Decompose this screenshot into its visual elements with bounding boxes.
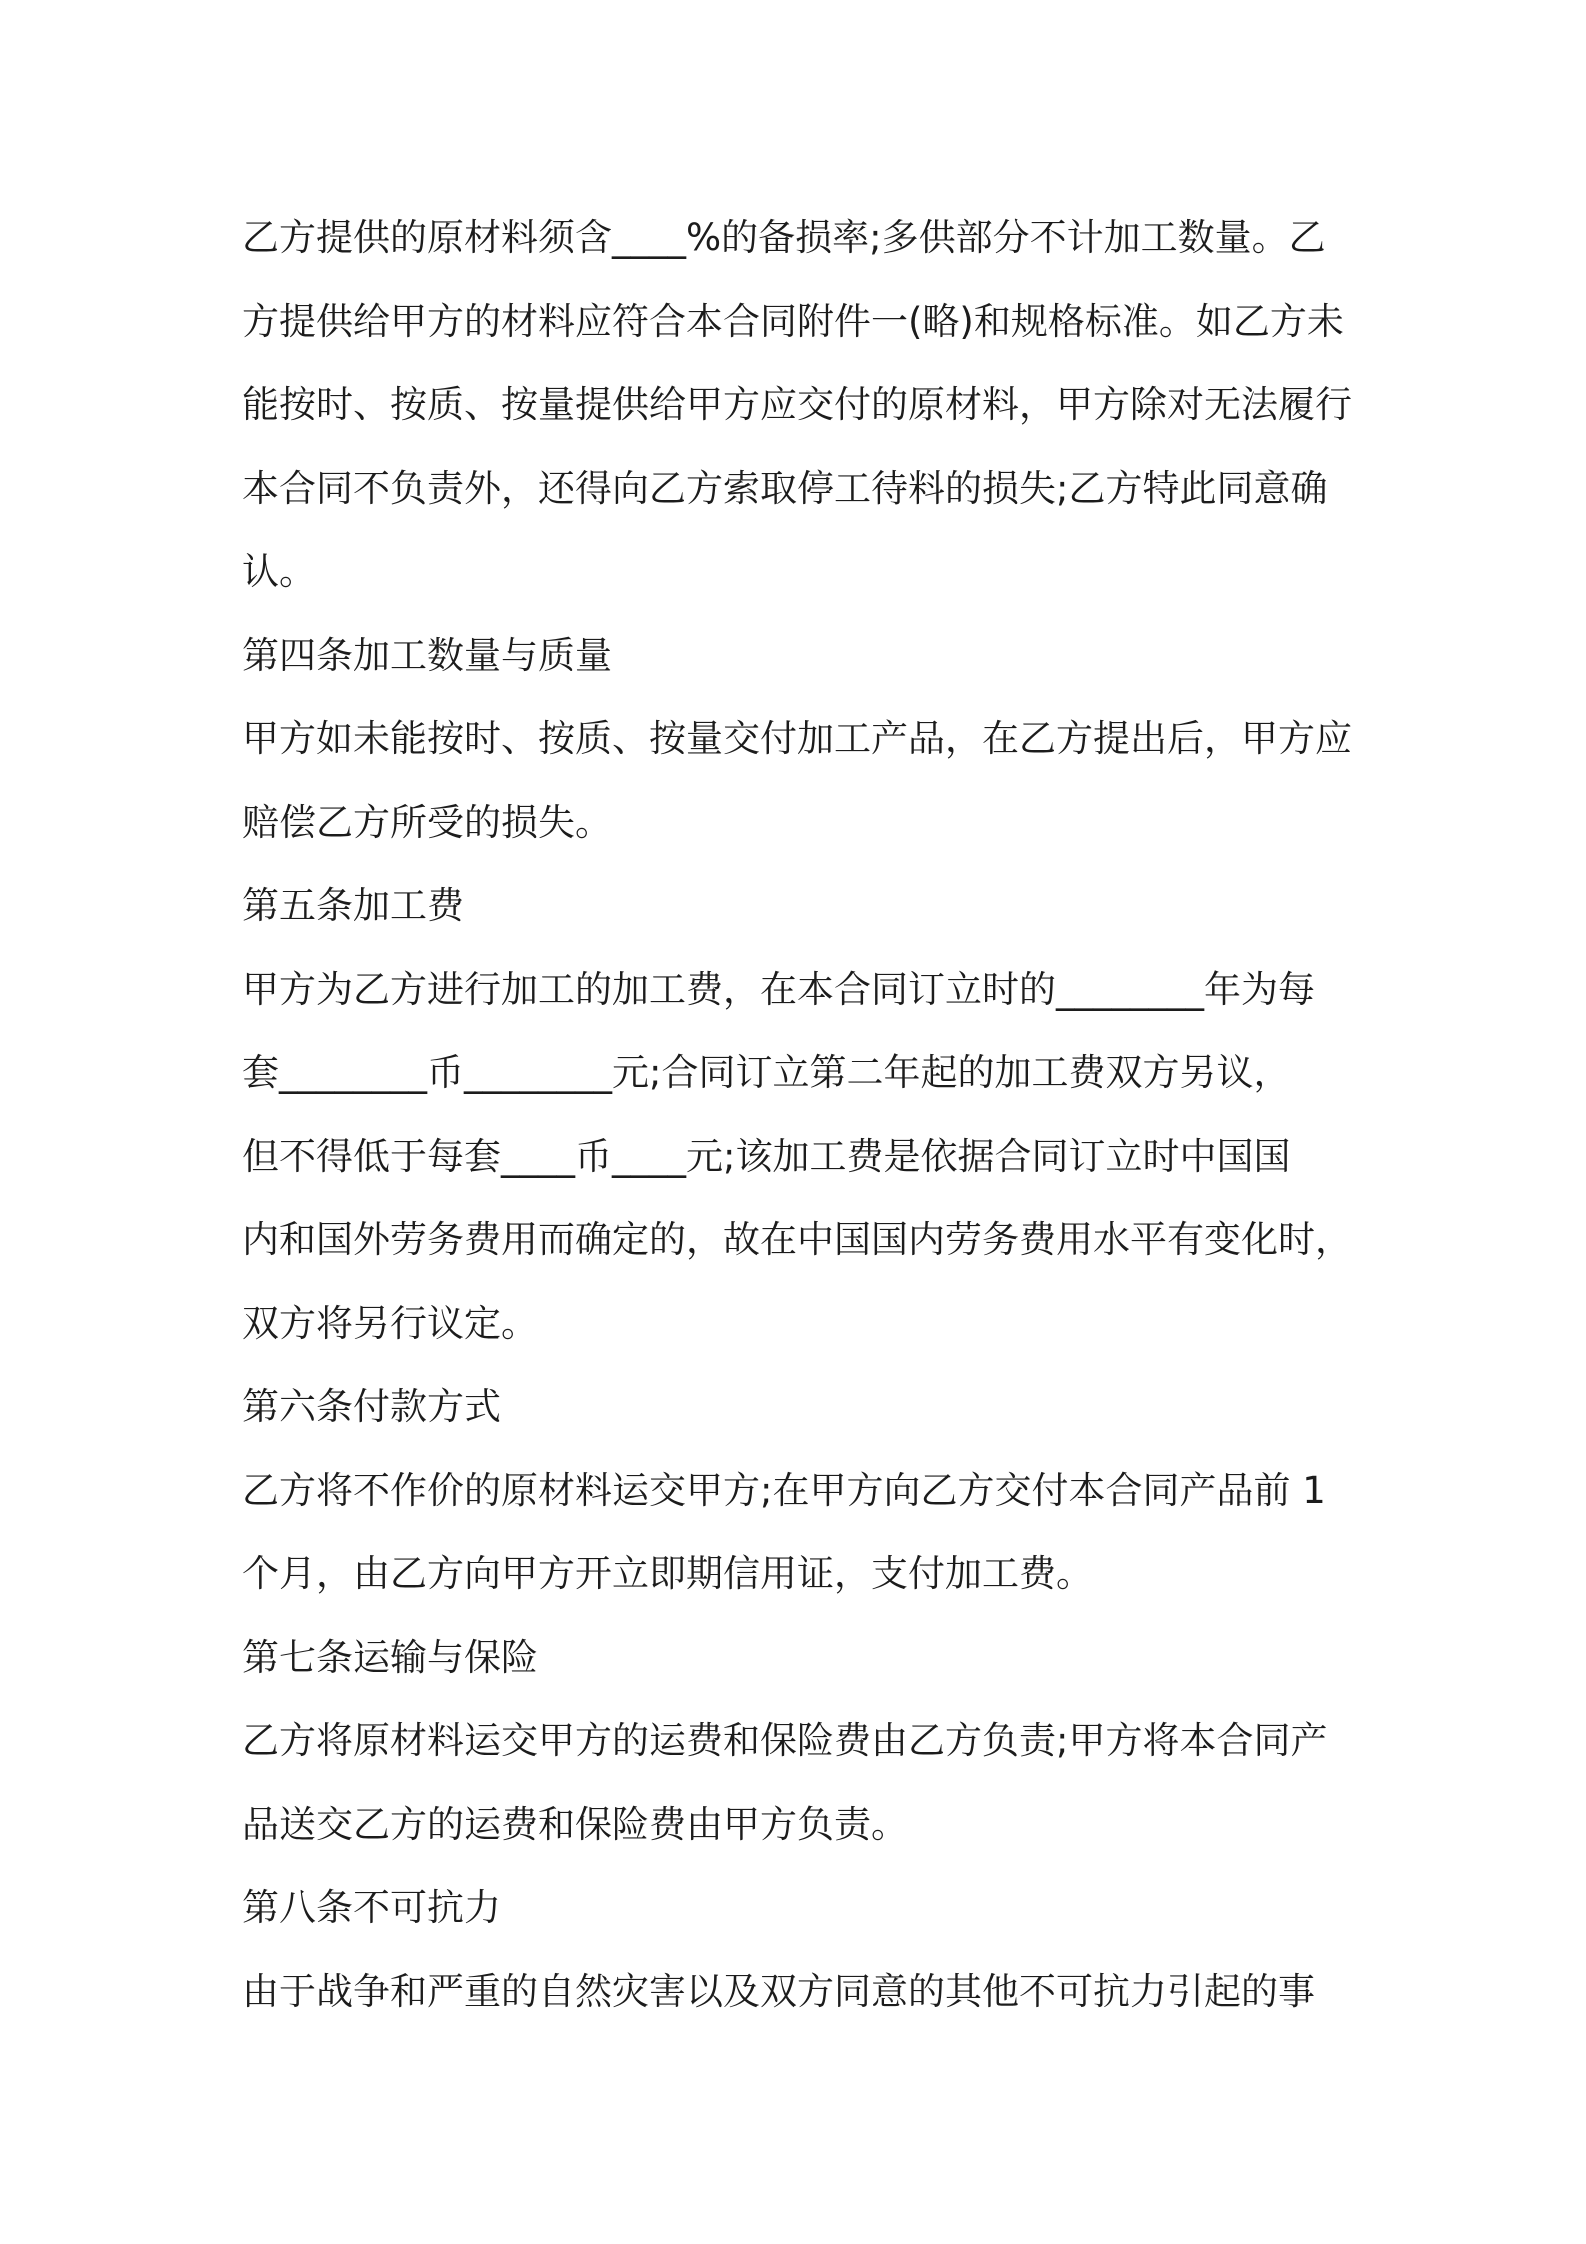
- paragraph-line: 甲方如未能按时、按质、按量交付加工产品，在乙方提出后，甲方应: [242, 717, 1352, 760]
- article-heading: 第五条加工费: [242, 884, 464, 927]
- article-heading: 第四条加工数量与质量: [242, 633, 612, 677]
- paragraph-line: 乙方将不作价的原材料运交甲方;在甲方向乙方交付本合同产品前 1: [242, 1468, 1326, 1512]
- article-heading: 第七条运输与保险: [242, 1635, 538, 1679]
- paragraph-line: 能按时、按质、按量提供给甲方应交付的原材料，甲方除对无法履行: [242, 383, 1352, 426]
- paragraph-line: 乙方将原材料运交甲方的运费和保险费由乙方负责;甲方将本合同产: [242, 1719, 1328, 1762]
- paragraph-line: 方提供给甲方的材料应符合本合同附件一(略)和规格标准。如乙方未: [242, 299, 1344, 343]
- paragraph-line: 甲方为乙方进行加工的加工费，在本合同订立时的________年为每: [242, 967, 1315, 1011]
- paragraph-line: 品送交乙方的运费和保险费由甲方负责。: [242, 1802, 908, 1846]
- paragraph-line: 本合同不负责外，还得向乙方索取停工待料的损失;乙方特此同意确: [242, 466, 1328, 510]
- article-heading: 第八条不可抗力: [242, 1886, 501, 1929]
- document-body: [242, 196, 1362, 2033]
- paragraph-line: 套________币________元;合同订立第二年起的加工费双方另议，: [242, 1051, 1291, 1094]
- paragraph-line: 认。: [242, 550, 316, 593]
- paragraph-line: 个月，由乙方向甲方开立即期信用证，支付加工费。: [242, 1552, 1093, 1595]
- article-heading: 第六条付款方式: [242, 1385, 501, 1428]
- paragraph-line: 内和国外劳务费用而确定的，故在中国国内劳务费用水平有变化时，: [242, 1218, 1352, 1261]
- paragraph-line: 双方将另行议定。: [242, 1301, 538, 1345]
- paragraph-line: 乙方提供的原材料须含____%的备损率;多供部分不计加工数量。乙: [242, 216, 1326, 259]
- paragraph-line: 由于战争和严重的自然灾害以及双方同意的其他不可抗力引起的事: [242, 1969, 1315, 2013]
- paragraph-line: 赔偿乙方所受的损失。: [242, 800, 612, 844]
- paragraph-line: 但不得低于每套____币____元;该加工费是依据合同订立时中国国: [242, 1134, 1291, 1178]
